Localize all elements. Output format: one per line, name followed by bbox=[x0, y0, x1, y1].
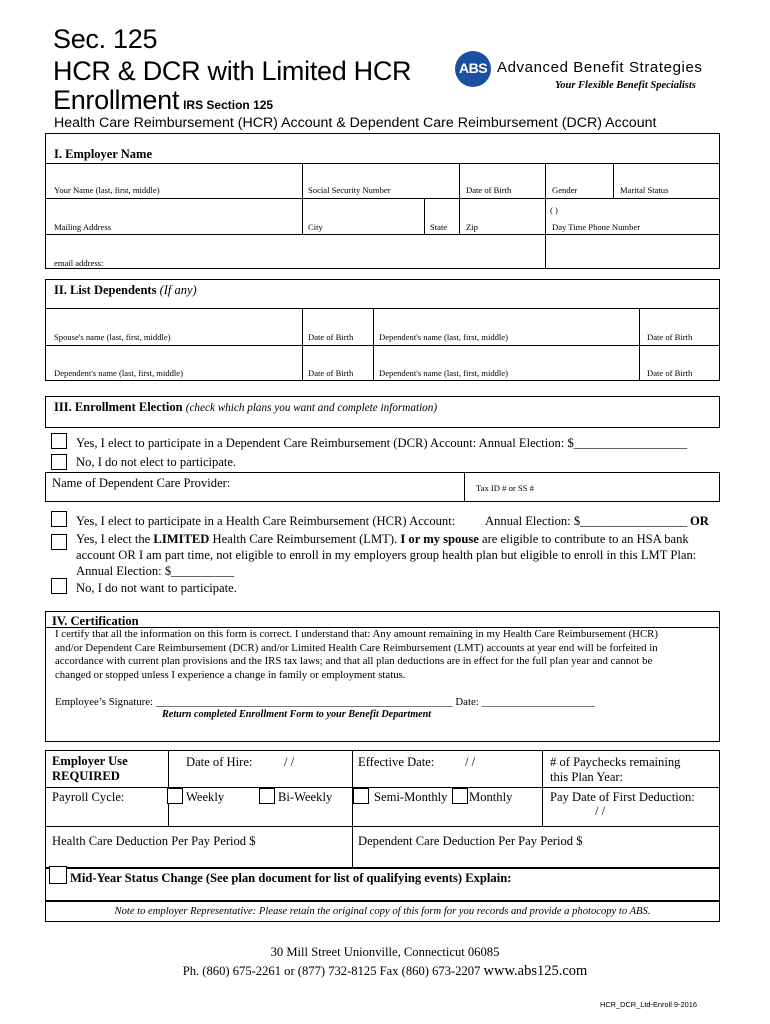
hcr-yes-checkbox[interactable] bbox=[51, 511, 67, 527]
biweekly-label: Bi-Weekly bbox=[278, 790, 333, 804]
provider-name-field[interactable]: Name of Dependent Care Provider: bbox=[52, 476, 231, 490]
dependent-name-field[interactable]: Dependent's name (last, first, middle) bbox=[379, 332, 508, 342]
form-subtitle: Health Care Reimbursement (HCR) Account & Dependent Care Reimbursement (DCR) Account bbox=[54, 115, 657, 131]
dependent-name-field[interactable]: Dependent's name (last, first, middle) bbox=[54, 368, 183, 378]
weekly-label: Weekly bbox=[186, 790, 225, 804]
semimonthly-checkbox[interactable] bbox=[353, 788, 369, 804]
form-title-line3: Enrollment IRS Section 125 bbox=[53, 85, 274, 115]
day-phone-field[interactable]: Day Time Phone Number bbox=[552, 222, 641, 232]
semimonthly-label: Semi-Monthly bbox=[374, 790, 448, 804]
section2-heading: II. List Dependents (If any) bbox=[54, 283, 197, 297]
tax-id-field[interactable]: Tax ID # or SS # bbox=[476, 483, 534, 493]
biweekly-checkbox[interactable] bbox=[259, 788, 275, 804]
section1-heading: I. Employer Name bbox=[54, 147, 153, 161]
date-of-hire-field[interactable]: / / bbox=[284, 755, 295, 769]
dcr-yes-label: Yes, I elect to participate in a Dependent Care Reimbursement (DCR) Account: Annual Election: $__________________ bbox=[76, 436, 688, 450]
lmt-yes-checkbox[interactable] bbox=[51, 534, 67, 550]
employer-use-label: Employer Use REQUIRED bbox=[52, 754, 128, 783]
city-field[interactable]: City bbox=[308, 222, 323, 232]
midyear-change-label: Mid-Year Status Change (See plan document for list of qualifying events) Explain: bbox=[70, 871, 512, 885]
state-field[interactable]: State bbox=[430, 222, 448, 232]
section4-heading: IV. Certification bbox=[52, 614, 139, 628]
date-of-hire-label: Date of Hire: bbox=[186, 755, 253, 769]
gender-field[interactable]: Gender bbox=[552, 185, 578, 195]
footer-contact bbox=[0, 962, 770, 980]
section3-heading: III. Enrollment Election (check which plans you want and complete information) bbox=[54, 400, 438, 414]
footer-phones: Ph. (860) 675-2261 or (877) 732-8125 Fax (860) 673-2207 bbox=[182, 964, 484, 978]
first-deduction-label: Pay Date of First Deduction: bbox=[550, 790, 695, 804]
monthly-label: Monthly bbox=[469, 790, 513, 804]
hcr-yes-label: Yes, I elect to participate in a Health Care Reimbursement (HCR) Account: bbox=[76, 514, 456, 528]
mailing-address-field[interactable]: Mailing Address bbox=[54, 222, 112, 232]
return-instructions: Return completed Enrollment Form to your Benefit Department bbox=[162, 709, 432, 720]
dependent-dob-field[interactable]: Date of Birth bbox=[647, 332, 693, 342]
irs-section-label: IRS Section 125 bbox=[183, 98, 274, 112]
footer-address: 30 Mill Street Unionville, Connecticut 06085 bbox=[270, 945, 500, 959]
footer-website[interactable]: www.abs125.com bbox=[483, 963, 588, 979]
lmt-yes-label: Yes, I elect the LIMITED Health Care Reimbursement (LMT). I or my spouse are eligible to contribute to an HSA bank bbox=[76, 532, 689, 546]
dependent-care-deduction-field[interactable]: Dependent Care Deduction Per Pay Period $ bbox=[358, 834, 583, 848]
employer-note: Note to employer Representative: Please retain the original copy of this form for you records and provide a photocopy to ABS. bbox=[114, 906, 651, 917]
hcr-no-label: No, I do not want to participate. bbox=[76, 581, 237, 595]
hcr-no-checkbox[interactable] bbox=[51, 578, 67, 594]
form-title-line2: HCR & DCR with Limited HCR bbox=[53, 56, 412, 86]
form-title-line1: Sec. 125 bbox=[53, 24, 158, 54]
hcr-or-label: OR bbox=[690, 514, 709, 528]
payroll-cycle-label: Payroll Cycle: bbox=[52, 790, 125, 804]
paychecks-remaining-field[interactable]: # of Paychecks remaining this Plan Year: bbox=[550, 755, 681, 784]
weekly-checkbox[interactable] bbox=[167, 788, 183, 804]
name-field[interactable]: Your Name (last, first, middle) bbox=[54, 185, 160, 195]
signature-line[interactable]: Employee’s Signature: _______________________________________________________ Date: _____________________ bbox=[55, 696, 595, 708]
dependent-name-field[interactable]: Dependent's name (last, first, middle) bbox=[379, 368, 508, 378]
dependent-dob-field[interactable]: Date of Birth bbox=[647, 368, 693, 378]
certification-text: I certify that all the information on this form is correct. I understand that: Any amount remaining in my Health Care Reimbursement (HCR) and/or Dependent Care Reimbursement (DCR) and/or Limited Health Care Reimbursement (LMT) accounts at year end will be forfeited in accordance with current plan provisions and the IRS tax laws; and that all plan deductions are in effect for the full plan year and cannot be changed or stopped unless I experience a change in family or employment status. bbox=[55, 628, 658, 681]
lmt-annual-election: Annual Election: $__________ bbox=[76, 564, 235, 578]
company-tagline: Your Flexible Benefit Specialists bbox=[555, 80, 696, 91]
marital-status-field[interactable]: Marital Status bbox=[620, 185, 669, 195]
hcr-annual-election: Annual Election: $_________________ bbox=[485, 514, 688, 528]
spouse-name-field[interactable]: Spouse's name (last, first, middle) bbox=[54, 332, 171, 342]
lmt-description: account OR I am part time, not eligible to enroll in my employers group health plan but eligible to enroll in this LMT Plan: bbox=[76, 548, 697, 562]
midyear-change-checkbox[interactable] bbox=[49, 866, 67, 884]
ssn-field[interactable]: Social Security Number bbox=[308, 185, 391, 195]
spouse-dob-field[interactable]: Date of Birth bbox=[308, 332, 354, 342]
email-field[interactable]: email address: bbox=[54, 258, 104, 268]
effective-date-label: Effective Date: bbox=[358, 755, 435, 769]
phone-area-code: ( ) bbox=[550, 205, 558, 215]
dependent-dob-field[interactable]: Date of Birth bbox=[308, 368, 354, 378]
dcr-no-label: No, I do not elect to participate. bbox=[76, 455, 237, 469]
monthly-checkbox[interactable] bbox=[452, 788, 468, 804]
dcr-yes-checkbox[interactable] bbox=[51, 433, 67, 449]
form-code: HCR_DCR_Ltd-Enroll 9-2016 bbox=[600, 1000, 697, 1009]
first-deduction-field[interactable]: / / bbox=[595, 804, 606, 818]
company-name: Advanced Benefit Strategies bbox=[497, 59, 703, 76]
abs-logo: ABS bbox=[455, 51, 491, 87]
zip-field[interactable]: Zip bbox=[466, 222, 478, 232]
effective-date-field[interactable]: / / bbox=[465, 755, 476, 769]
health-care-deduction-field[interactable]: Health Care Deduction Per Pay Period $ bbox=[52, 834, 256, 848]
dob-field[interactable]: Date of Birth bbox=[466, 185, 512, 195]
dcr-no-checkbox[interactable] bbox=[51, 454, 67, 470]
